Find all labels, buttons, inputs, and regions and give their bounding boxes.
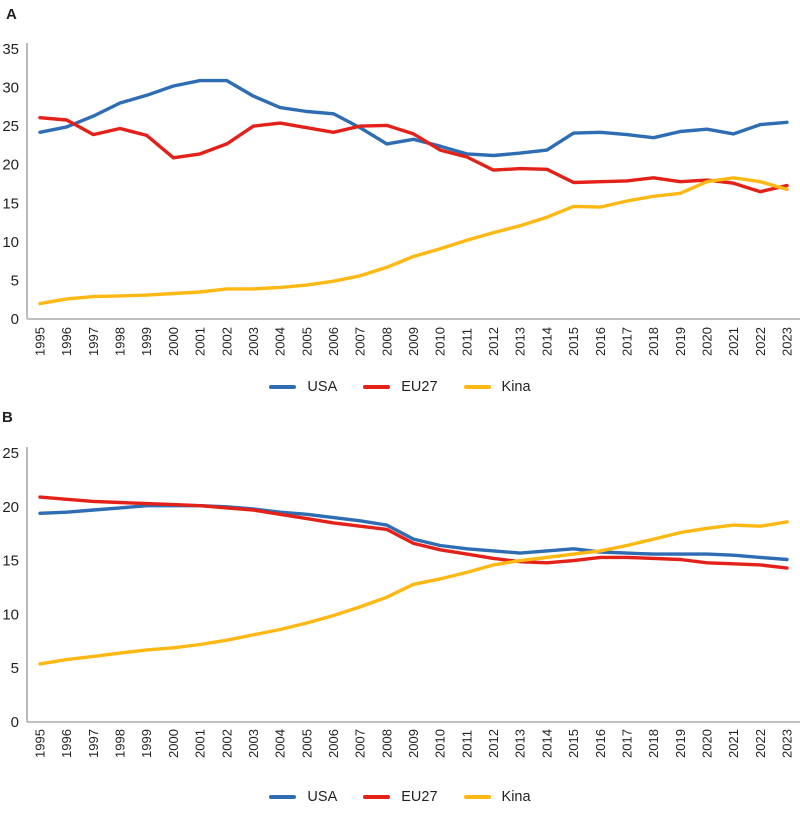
x-tick-label: 2007 [352, 327, 368, 356]
y-tick-label: 10 [2, 606, 19, 624]
x-tick-label: 2010 [432, 729, 448, 758]
legend-label-kina: Kina [501, 379, 531, 395]
x-tick-label: 2017 [619, 327, 635, 356]
legend-label-usa: USA [307, 379, 338, 395]
x-tick-label: 1995 [32, 327, 48, 356]
y-tick-label: 20 [2, 156, 19, 174]
x-tick-label: 2012 [486, 327, 502, 356]
x-tick-label: 2010 [432, 327, 448, 356]
x-tick-label: 2008 [379, 729, 395, 758]
x-tick-label: 2003 [245, 327, 261, 356]
series-line-eu27 [40, 118, 787, 192]
x-tick-label: 2014 [539, 729, 555, 758]
legend-swatch-kina [464, 385, 491, 389]
panel-a-label: A [6, 6, 17, 23]
legend-item-eu27 [363, 789, 437, 805]
legend-label-eu27: EU27 [401, 789, 438, 805]
legend-swatch-kina [464, 795, 491, 799]
x-tick-label: 2000 [165, 729, 181, 758]
x-tick-label: 2022 [752, 729, 768, 758]
x-tick-label: 1997 [85, 729, 101, 758]
y-tick-label: 25 [2, 445, 19, 462]
x-tick-label: 2018 [646, 729, 662, 758]
x-tick-label: 2012 [486, 729, 502, 758]
x-tick-label: 2019 [672, 327, 688, 356]
x-tick-label: 2011 [459, 730, 475, 758]
x-tick-label: 2006 [325, 327, 341, 356]
x-tick-label: 1995 [32, 729, 48, 758]
x-tick-label: 1998 [112, 729, 128, 758]
series-line-usa [40, 81, 787, 156]
y-tick-label: 5 [10, 272, 19, 290]
chart-a-legend [0, 379, 800, 395]
x-tick-label: 2007 [352, 729, 368, 758]
x-tick-label: 2004 [272, 729, 288, 758]
legend-label-usa: USA [307, 789, 338, 805]
chart-a-svg [0, 0, 800, 372]
x-tick-label: 2020 [699, 729, 715, 758]
x-tick-label: 2005 [299, 327, 315, 356]
x-tick-label: 2011 [459, 328, 475, 356]
y-tick-label: 5 [10, 660, 19, 678]
y-tick-label: 25 [2, 118, 19, 136]
x-tick-label: 2004 [272, 327, 288, 356]
legend-item-usa [269, 379, 337, 395]
x-tick-label: 2015 [566, 729, 582, 758]
legend-label-kina: Kina [501, 789, 531, 805]
x-tick-label: 2006 [325, 729, 341, 758]
x-tick-label: 2021 [726, 327, 742, 356]
x-tick-label: 2022 [752, 327, 768, 356]
x-tick-label: 2016 [592, 729, 608, 758]
series-line-kina [40, 178, 787, 304]
x-tick-label: 2016 [592, 327, 608, 356]
legend-item-kina [464, 789, 531, 805]
x-tick-label: 2009 [406, 327, 421, 356]
legend-item-eu27 [363, 379, 437, 395]
x-tick-label: 2014 [539, 327, 555, 356]
legend-swatch-usa [269, 385, 296, 389]
x-tick-label: 1999 [139, 327, 155, 356]
y-tick-label: 35 [2, 41, 19, 58]
x-tick-label: 2002 [219, 729, 235, 758]
x-tick-label: 2013 [512, 729, 528, 758]
x-tick-label: 2001 [192, 327, 208, 356]
x-tick-label: 2009 [406, 729, 421, 758]
x-tick-label: 2008 [379, 327, 395, 356]
x-tick-label: 2015 [566, 327, 582, 356]
legend-label-eu27: EU27 [401, 379, 438, 395]
legend-swatch-usa [269, 795, 296, 799]
x-tick-label: 2001 [192, 729, 208, 758]
y-tick-label: 10 [2, 233, 19, 251]
y-tick-label: 0 [10, 311, 19, 328]
y-tick-label: 15 [2, 195, 19, 213]
x-tick-label: 2023 [779, 729, 795, 758]
y-tick-label: 15 [2, 552, 19, 570]
x-tick-label: 2013 [512, 327, 528, 356]
x-tick-label: 2005 [299, 729, 315, 758]
chart-b-legend [0, 789, 800, 805]
y-tick-label: 30 [2, 79, 19, 97]
x-tick-label: 2002 [219, 327, 235, 356]
x-tick-label: 2017 [619, 729, 635, 758]
x-tick-label: 1999 [139, 729, 155, 758]
x-tick-label: 2021 [726, 729, 742, 758]
panel-b-label: B [2, 409, 13, 426]
x-tick-label: 2023 [779, 327, 795, 356]
x-tick-label: 2000 [165, 327, 181, 356]
legend-item-kina [464, 379, 531, 395]
legend-swatch-eu27 [363, 385, 390, 389]
x-tick-label: 1996 [59, 327, 75, 356]
chart-b-svg [0, 440, 800, 775]
x-tick-label: 1998 [112, 327, 128, 356]
x-tick-label: 1997 [85, 327, 101, 356]
y-tick-label: 20 [2, 498, 19, 516]
y-tick-label: 0 [10, 714, 19, 731]
x-tick-label: 2019 [672, 729, 688, 758]
legend-swatch-eu27 [363, 795, 390, 799]
x-tick-label: 2018 [646, 327, 662, 356]
x-tick-label: 2020 [699, 327, 715, 356]
legend-item-usa [269, 789, 337, 805]
x-tick-label: 1996 [59, 729, 75, 758]
x-tick-label: 2003 [245, 729, 261, 758]
